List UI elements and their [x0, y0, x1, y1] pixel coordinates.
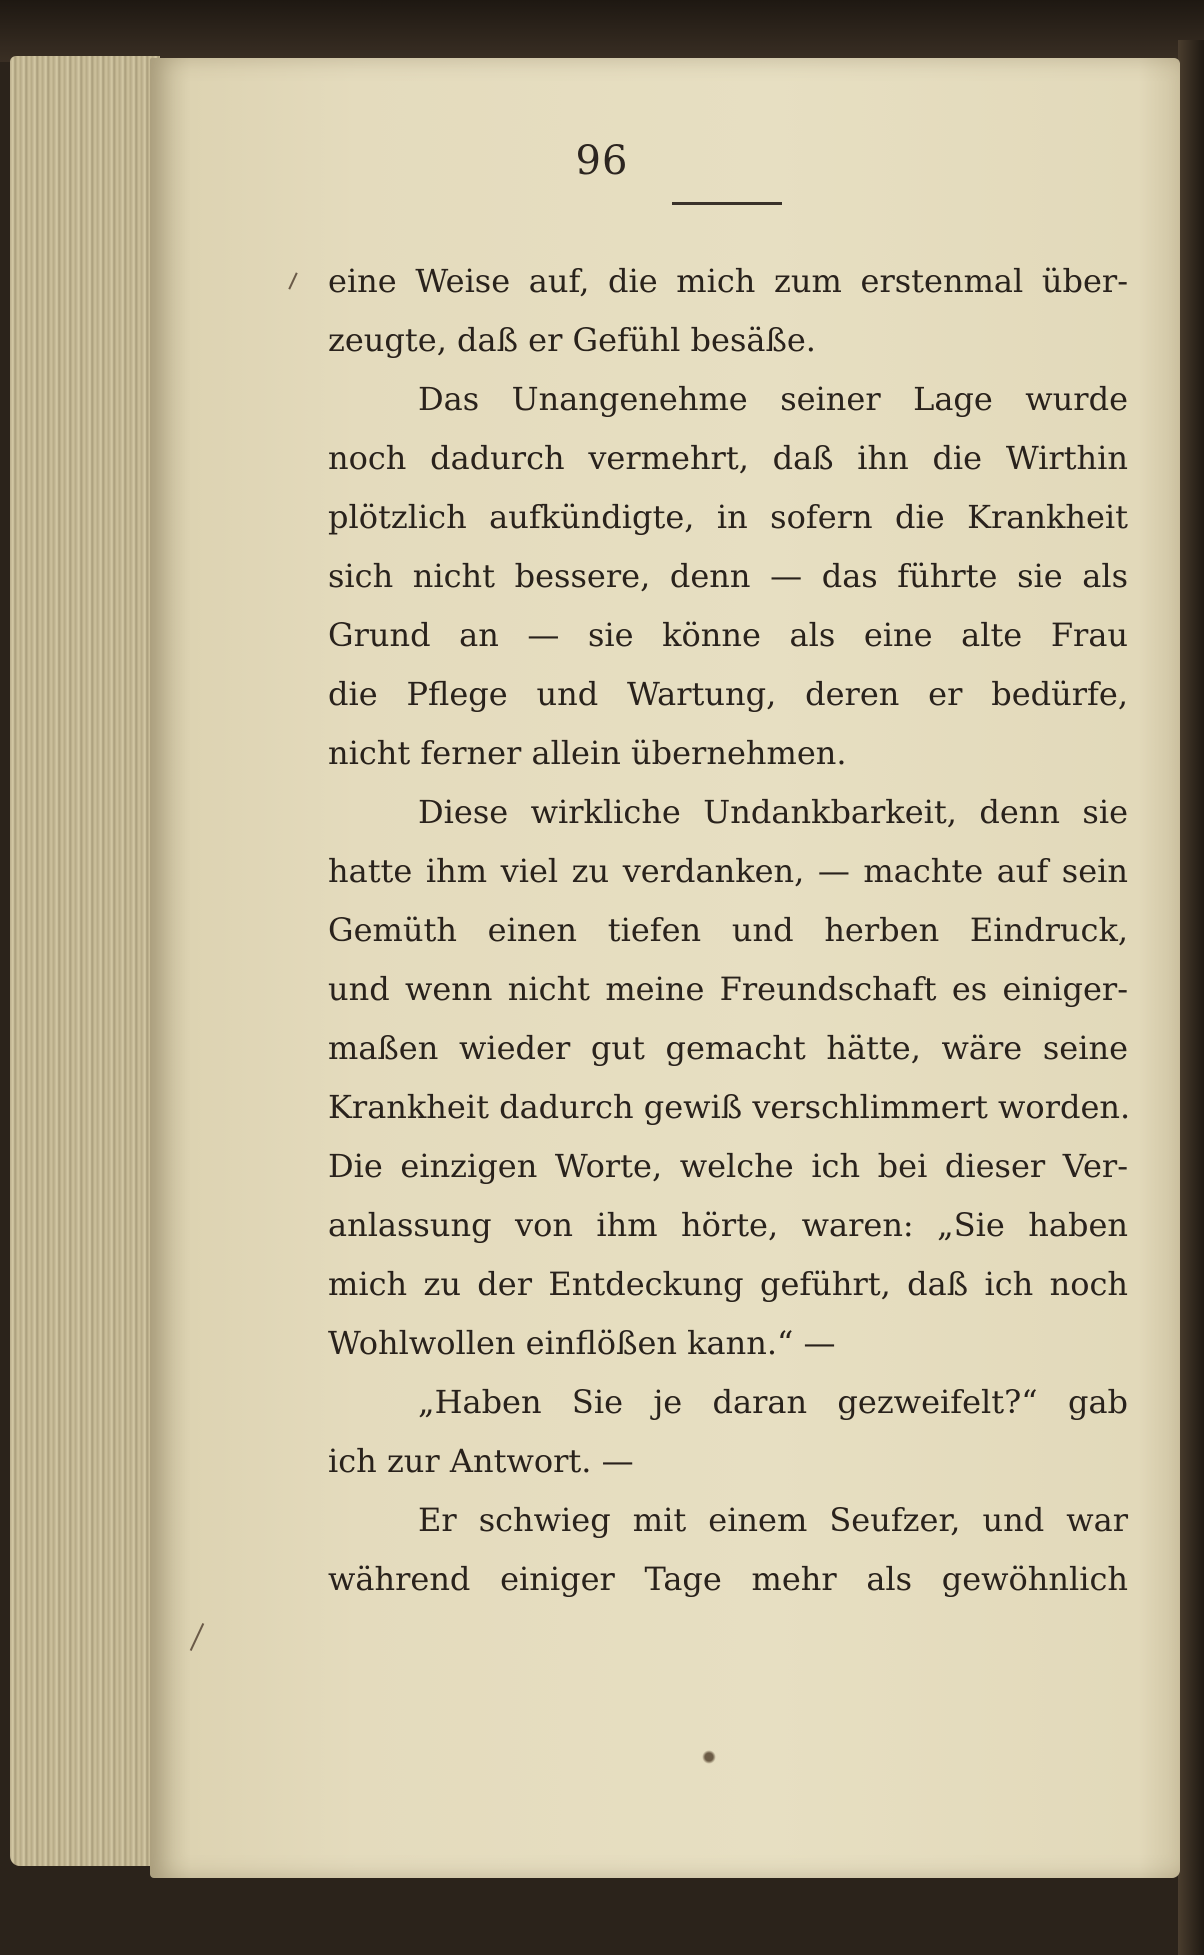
page-number-rule [672, 202, 782, 205]
text-line: eine Weise auf, die mich zum erstenmal über- [328, 262, 1128, 300]
page-number: 96 [575, 138, 629, 184]
text-line: Gemüth einen tiefen und herben Eindruck, [328, 911, 1128, 949]
book-cover-edge [1178, 40, 1204, 1955]
text-line: Diese wirkliche Undankbarkeit, denn sie [418, 793, 1128, 831]
text-line: anlassung von ihm hörte, waren: „Sie haben [328, 1206, 1128, 1244]
text-line: hatte ihm viel zu verdanken, — machte auf sein [328, 852, 1128, 890]
text-line: und wenn nicht meine Freundschaft es einiger- [328, 970, 1128, 1008]
text-line: Grund an — sie könne als eine alte Frau [328, 616, 1128, 654]
paper-speck [700, 1750, 718, 1764]
text-line: mich zu der Entdeckung geführt, daß ich noch [328, 1265, 1128, 1303]
text-line: maßen wieder gut gemacht hätte, wäre seine [328, 1029, 1128, 1067]
body-text [328, 252, 1131, 1609]
text-line: Er schwieg mit einem Seufzer, und war [418, 1501, 1128, 1539]
text-line: „Haben Sie je daran gezweifelt?“ gab [418, 1383, 1128, 1421]
book-cover-top [0, 0, 1204, 62]
text-line: sich nicht bessere, denn — das führte sie als [328, 557, 1128, 595]
text-line: zeugte, daß er Gefühl besäße. [328, 321, 816, 359]
page-stack-edges [10, 56, 160, 1866]
text-line: Wohlwollen einflößen kann.“ — [328, 1324, 836, 1362]
text-line: ich zur Antwort. — [328, 1442, 634, 1480]
text-line: Krankheit dadurch gewiß verschlimmert worden. [328, 1088, 1131, 1126]
text-line: nicht ferner allein übernehmen. [328, 734, 847, 772]
text-line: Das Unangenehme seiner Lage wurde [418, 380, 1128, 418]
text-line: plötzlich aufkündigte, in sofern die Krankheit [328, 498, 1128, 536]
text-line: noch dadurch vermehrt, daß ihn die Wirthin [328, 439, 1128, 477]
text-line: während einiger Tage mehr als gewöhnlich [328, 1560, 1128, 1598]
text-line: Die einzigen Worte, welche ich bei dieser Ver- [328, 1147, 1128, 1185]
text-line: die Pflege und Wartung, deren er bedürfe, [328, 675, 1128, 713]
